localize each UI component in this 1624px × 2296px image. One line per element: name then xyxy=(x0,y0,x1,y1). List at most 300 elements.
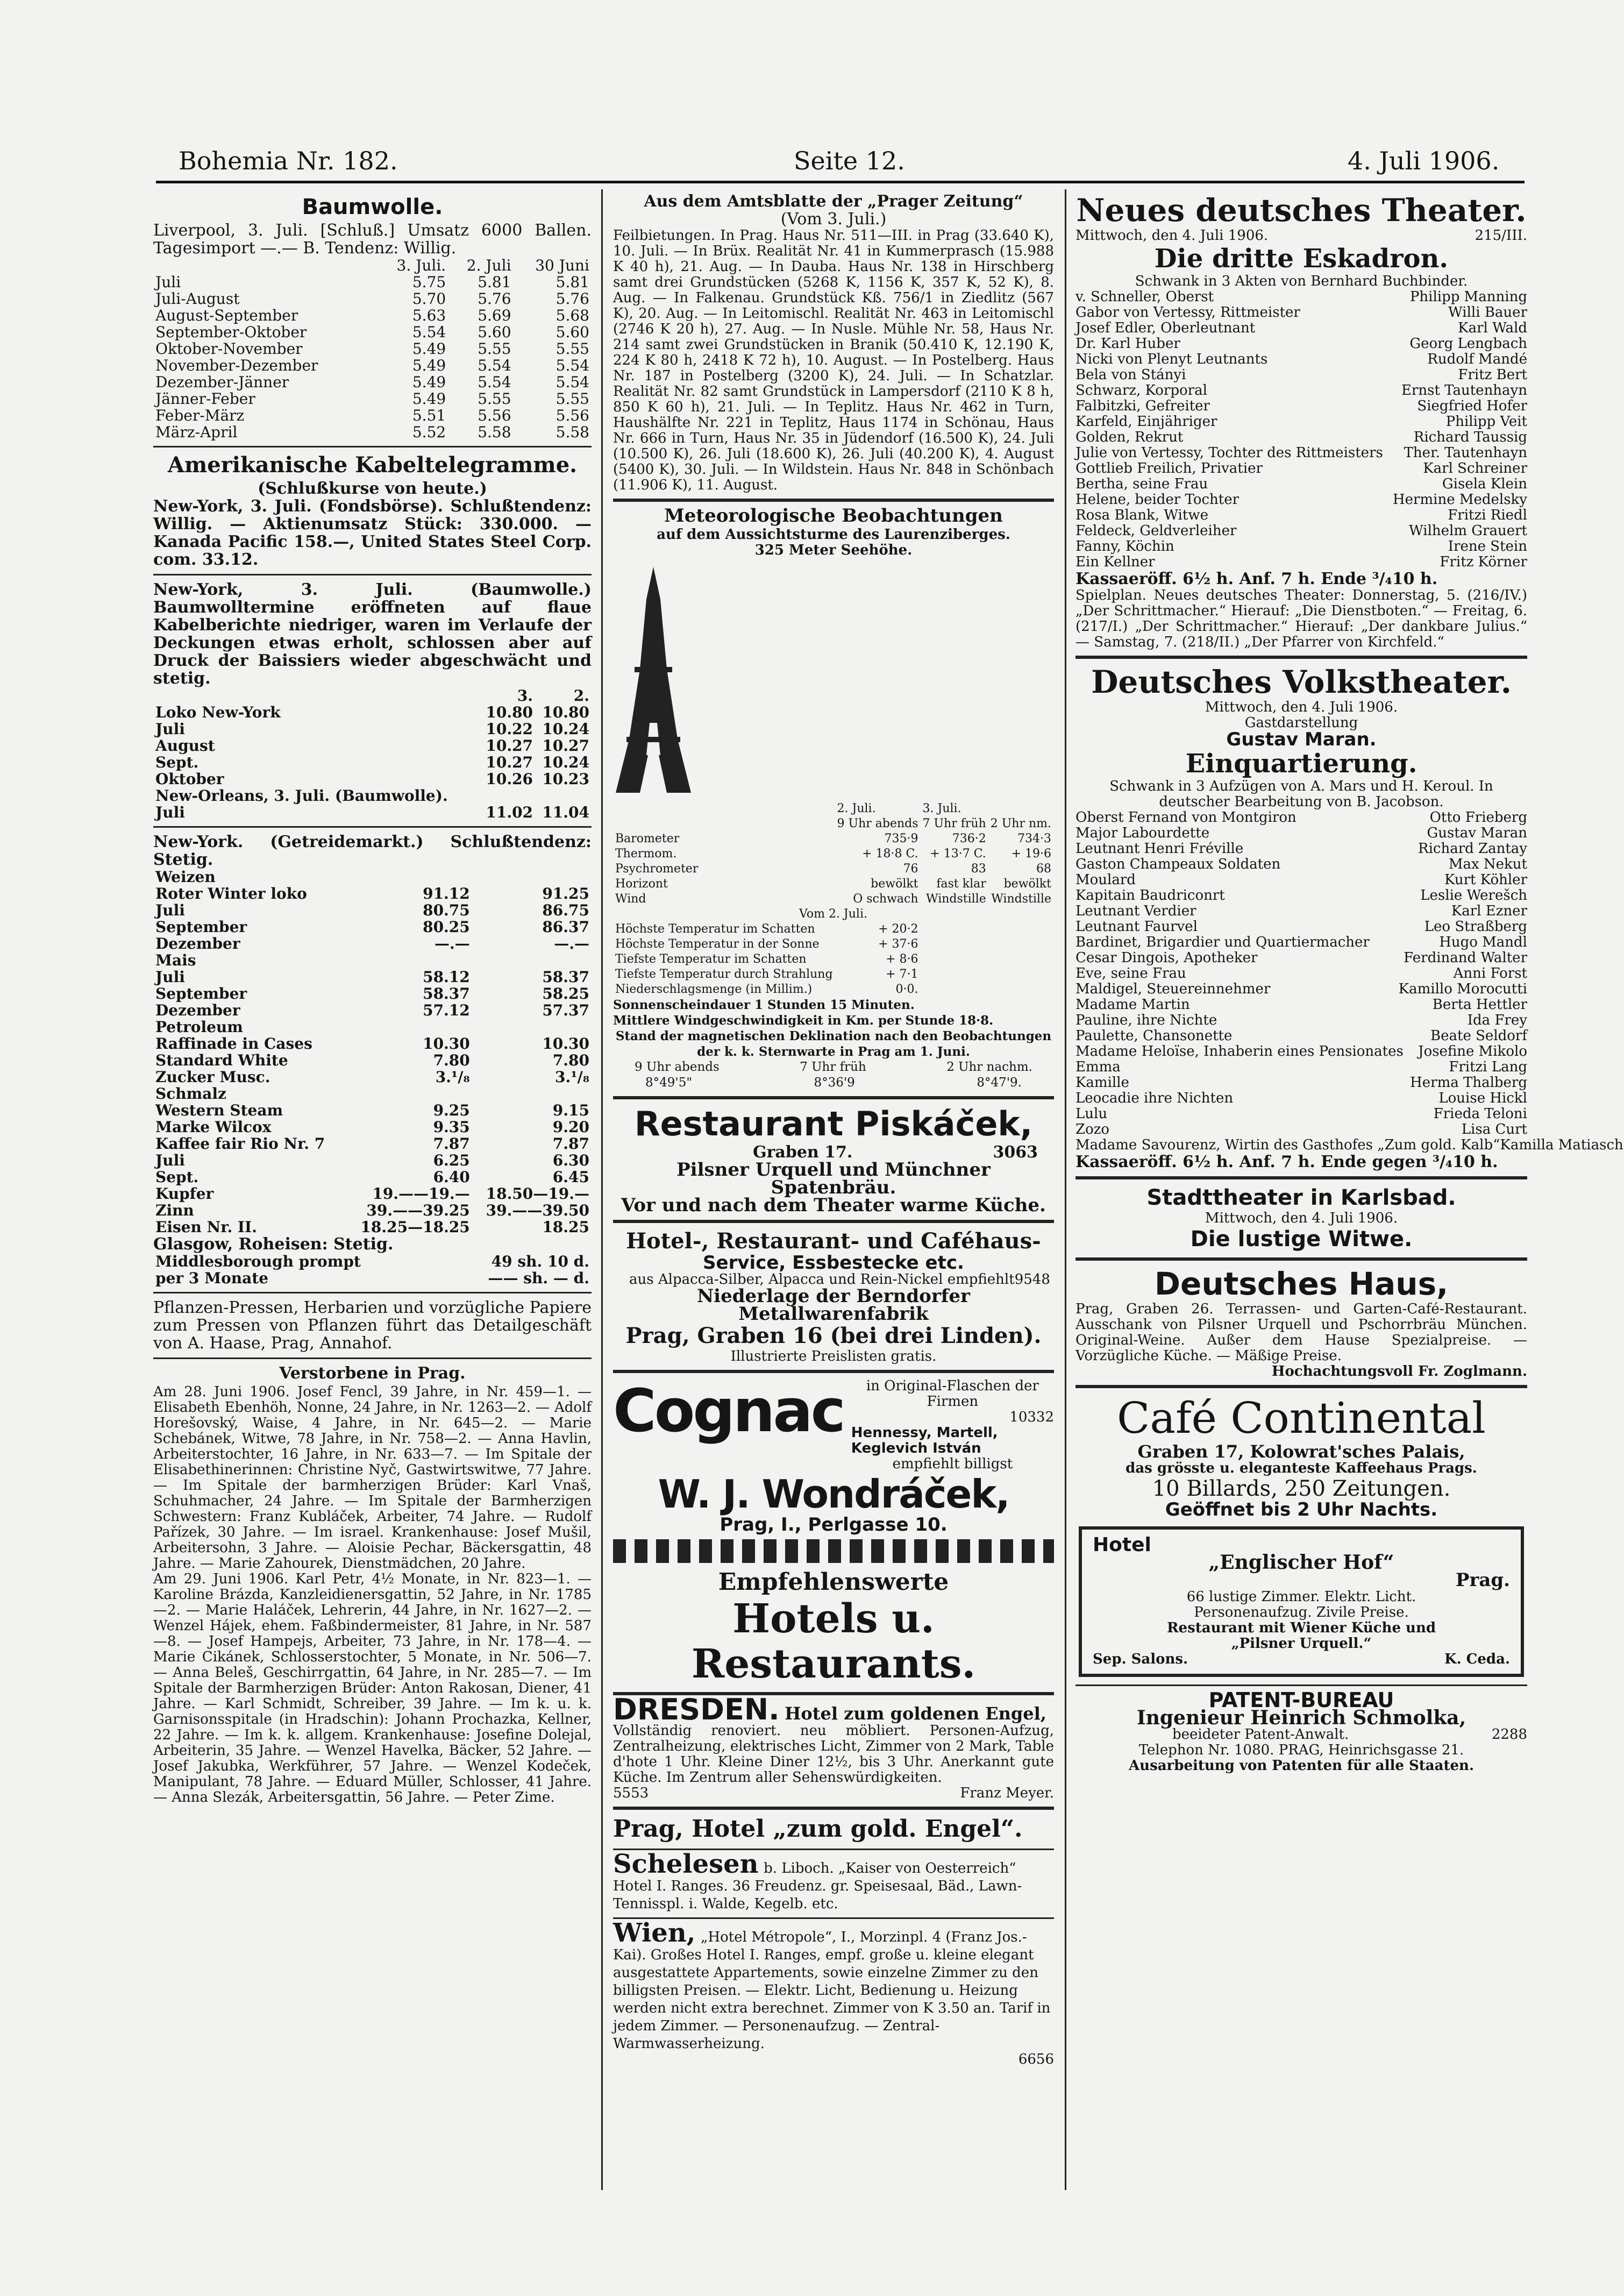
meteo-mag-value: 8°49'5" xyxy=(645,1076,692,1090)
cast-actor: Ernst Tautenhayn xyxy=(1401,382,1527,399)
eh-owner: K. Ceda. xyxy=(1444,1651,1510,1667)
cast-row xyxy=(1075,919,1527,935)
metal-row-cell: Kupfer xyxy=(155,1185,214,1203)
prag-golden-angel: Prag, Hotel „zum gold. Engel“. xyxy=(613,1815,1023,1843)
cotton-row-cell: 5.49 xyxy=(412,373,446,391)
cast-actor: Louise Hickl xyxy=(1438,1090,1527,1106)
grain-row-cell: Juli xyxy=(155,968,185,986)
page-header xyxy=(170,141,1525,179)
deutsches-haus-text: Prag, Graben 26. Terrassen- und Garten-Café-Restaurant. Ausschank von Pilsner Urquell und Pschorrbräu München. Original-Weine. Außer dem Hause Spezialpreise. — Vorzügliche Küche. — Mäßige Preise. xyxy=(1075,1301,1527,1364)
ny-row xyxy=(153,771,592,787)
cast-actor: Irene Stein xyxy=(1448,538,1527,555)
grain-row-cell: 6.45 xyxy=(552,1168,589,1186)
cast-role: Madame Savourenz, Wirtin des Gasthofes „Zum gold. Kalb“ xyxy=(1075,1137,1500,1153)
cotton-row-cell: 5.54 xyxy=(555,373,589,391)
grain-row-cell xyxy=(472,1019,592,1035)
separator xyxy=(153,1292,592,1293)
cast-row xyxy=(1075,872,1527,888)
karlsbad-title: Stadttheater in Karlsbad. xyxy=(1146,1185,1456,1210)
grain-table xyxy=(153,869,592,1235)
amtsblatt-title: Aus dem Amtsblatte der „Prager Zeitung“ xyxy=(644,192,1023,211)
cast-row xyxy=(1075,305,1527,321)
glasgow-row-cell: 49 sh. 10 d. xyxy=(491,1253,589,1270)
ny-row-cell: 11.02 xyxy=(486,804,533,821)
cast-actor: Kamillo Morocutti xyxy=(1398,981,1527,997)
grain-row-cell: Sept. xyxy=(155,1168,199,1186)
ny-row-cell: 10.26 xyxy=(486,770,533,788)
grain-row-cell: 7.87 xyxy=(433,1135,470,1153)
cast-row xyxy=(1075,523,1527,539)
grain-row-cell: Raffinade in Cases xyxy=(155,1035,312,1053)
grain-row-cell: September xyxy=(155,918,247,936)
meteo-row xyxy=(613,831,1053,847)
cast-actor: Berta Hettler xyxy=(1432,997,1527,1013)
grain-row xyxy=(153,885,592,902)
meteo-row-cell: Psychrometer xyxy=(615,862,699,876)
cast-row xyxy=(1075,1091,1527,1106)
cotton-row xyxy=(153,290,592,307)
deutsches-haus-owner: Hochachtungsvoll Fr. Zoglmann. xyxy=(1271,1363,1527,1380)
cotton-row-cell: Feber-März xyxy=(155,407,245,424)
meteo-row-cell: 83 xyxy=(971,862,986,876)
cast-actor: Siegfried Hofer xyxy=(1417,398,1527,414)
grain-row-cell: Juli xyxy=(155,1151,185,1169)
grain-row-cell xyxy=(346,1085,472,1102)
cast-role: Maldigel, Steuereinnehmer xyxy=(1075,981,1271,997)
cafe-address: Graben 17, Kolowrat'sches Palais, xyxy=(1137,1441,1465,1462)
cast-role: Golden, Rekrut xyxy=(1075,429,1184,445)
cast-actor: Fritzi Riedl xyxy=(1448,507,1527,523)
cotton-row xyxy=(153,274,592,290)
restaurant-beer: Pilsner Urquell und Münchner Spatenbräu. xyxy=(676,1159,991,1198)
berndorf-pricelist: Illustrierte Preislisten gratis. xyxy=(730,1348,937,1364)
dvt-cast-list xyxy=(1075,809,1623,1153)
cast-row xyxy=(1075,997,1527,1013)
grain-row-cell: 58.25 xyxy=(542,985,589,1003)
cast-actor: Kurt Köhler xyxy=(1444,872,1527,888)
meteo-row-cell: fast klar xyxy=(936,877,986,891)
meteo-row-cell: 76 xyxy=(903,862,918,876)
meteo-row-cell: 735·9 xyxy=(884,832,918,845)
separator xyxy=(613,1807,1054,1810)
metal-row-cell: 18.25—18.25 xyxy=(360,1218,470,1236)
meteo-mag-value: 8°36'9 xyxy=(814,1076,855,1090)
cotton-row-cell: November-Dezember xyxy=(155,357,318,374)
grain-row-cell: 57.12 xyxy=(423,1001,470,1019)
ny-row-cell: 10.27 xyxy=(486,754,533,771)
schelesen-name: Schelesen xyxy=(613,1849,759,1879)
ndt-genre: Schwank in 3 Akten von Bernhard Buchbinder. xyxy=(1135,273,1468,289)
cast-role: Leutnant Henri Fréville xyxy=(1075,841,1244,857)
cast-role: Bardinet, Brigardier und Quartiermacher xyxy=(1075,934,1370,950)
cast-role: Moulard xyxy=(1075,872,1136,888)
meteo-from: Vom 2. Juli. xyxy=(799,907,867,921)
cast-role: Falbitzki, Gefreiter xyxy=(1075,398,1210,414)
cast-role: Bertha, seine Frau xyxy=(1075,476,1208,492)
cast-role: Kapitain Baudriconrt xyxy=(1075,887,1225,904)
metal-row xyxy=(153,1219,592,1235)
meteo-extreme-cell: Höchste Temperatur im Schatten xyxy=(615,922,815,936)
cast-row xyxy=(1075,289,1527,305)
separator xyxy=(1075,1684,1527,1686)
recommended-title: Empfehlenswerte xyxy=(718,1568,949,1596)
meteo-sunshine: Sonnenscheindauer 1 Stunden 15 Minuten. xyxy=(613,998,915,1012)
grain-row-cell: Petroleum xyxy=(155,1018,243,1036)
cast-actor: Max Nekut xyxy=(1448,856,1527,872)
separator xyxy=(153,446,592,447)
grain-row-cell: 3.¹/₈ xyxy=(435,1068,470,1086)
eh-salons: Sep. Salons. xyxy=(1093,1651,1188,1667)
cast-role: Gottlieb Freilich, Privatier xyxy=(1075,460,1263,477)
ny-row-cell: Sept. xyxy=(155,754,199,771)
karlsbad-date: Mittwoch, den 4. Juli 1906. xyxy=(1205,1210,1398,1226)
hotel-service-title: Hotel-, Restaurant- und Caféhaus- xyxy=(626,1228,1041,1254)
cognac-recommend: empfiehlt billigst xyxy=(892,1456,1013,1472)
cable-cotton: New-York, 3. Juli. (Baumwolle.) Baumwolltermine eröffneten auf flaue Kabelberichte niedriger, waren im Verlaufe der Deckungen etwas erholt, schlossen aber auf Druck der Baissiers wieder abgeschwächt und stetig. xyxy=(153,580,592,688)
hotel-service-number: 9548 xyxy=(1014,1271,1050,1288)
dresden-number: 5553 xyxy=(613,1785,649,1801)
cast-row xyxy=(1075,414,1527,430)
grain-row xyxy=(153,919,592,935)
deutsches-haus-title: Deutsches Haus, xyxy=(1154,1266,1449,1302)
eh-hotel: Hotel xyxy=(1093,1534,1151,1556)
meteo-date: 3. Juli. xyxy=(922,802,961,815)
grain-row-cell: 3.¹/₈ xyxy=(555,1068,589,1086)
cast-row xyxy=(1075,1137,1623,1153)
grain-row-cell: 86.75 xyxy=(542,901,589,919)
cast-actor: Rudolf Mandé xyxy=(1427,351,1527,367)
cotton-row-cell: 5.56 xyxy=(478,407,511,424)
grain-row-cell: 58.37 xyxy=(542,968,589,986)
meteo-extreme-cell: Tiefste Temperatur durch Strahlung xyxy=(615,968,833,981)
grain-row xyxy=(153,935,592,952)
eh-restaurant: Restaurant mit Wiener Küche und xyxy=(1166,1620,1436,1636)
cotton-row-cell: 5.55 xyxy=(555,390,589,408)
grain-row xyxy=(153,985,592,1002)
ndt-times: Kassaeröff. 6½ h. Anf. 7 h. Ende ³/₄10 h. xyxy=(1075,570,1438,588)
metal-row-cell: Zinn xyxy=(155,1202,194,1219)
grain-row xyxy=(153,1052,592,1069)
glasgow-row-cell: —— sh. — d. xyxy=(488,1269,589,1287)
ny-row-cell: 10.27 xyxy=(486,737,533,755)
cast-row xyxy=(1075,383,1527,399)
cast-role: Helene, beider Tochter xyxy=(1075,492,1240,508)
header-center: Seite 12. xyxy=(794,146,905,175)
grain-row-cell: Mais xyxy=(155,951,196,969)
grain-row-cell: 9.20 xyxy=(552,1118,589,1136)
meteo-mag-value: 8°47'9. xyxy=(977,1076,1022,1090)
cast-role: Emma xyxy=(1075,1059,1121,1075)
cast-actor: Ida Frey xyxy=(1467,1012,1527,1028)
meteo-extreme-cell: + 20·2 xyxy=(878,922,918,936)
berndorf-depot: Niederlage der Berndorfer Metallwarenfabrik xyxy=(697,1285,970,1325)
patent-name: Ingenieur Heinrich Schmolka, xyxy=(1136,1707,1466,1729)
ny-row-cell xyxy=(535,787,592,804)
grain-row-cell: 57.37 xyxy=(542,1001,589,1019)
grain-row xyxy=(153,1135,592,1152)
cast-row xyxy=(1075,1013,1527,1028)
ny-row xyxy=(153,804,592,821)
cast-actor: Herma Thalberg xyxy=(1410,1075,1527,1091)
amtsblatt-date: (Vom 3. Juli.) xyxy=(780,210,887,229)
cognac-ad xyxy=(613,1378,1054,1472)
grain-row-cell: —.— xyxy=(435,935,470,952)
cast-role: Cesar Dingois, Apotheker xyxy=(1075,950,1258,966)
cast-role: Major Labourdette xyxy=(1075,825,1210,841)
ny-row-cell: 10.22 xyxy=(486,720,533,738)
cafe-hours: Geöffnet bis 2 Uhr Nachts. xyxy=(1165,1499,1438,1520)
meteo-extreme xyxy=(613,967,1053,982)
cotton-col: 30 Juni xyxy=(535,257,589,274)
separator xyxy=(153,826,592,828)
cast-role: Eve, seine Frau xyxy=(1075,965,1186,982)
cotton-row-cell: 5.54 xyxy=(478,357,511,374)
cast-actor: Kamilla Matiasch xyxy=(1500,1137,1623,1153)
cast-row xyxy=(1075,1028,1527,1044)
cast-row xyxy=(1075,1106,1527,1122)
column-3 xyxy=(1075,192,1623,2191)
cotton-row-cell: 5.51 xyxy=(412,407,446,424)
meteo-extreme xyxy=(613,982,1053,997)
grain-row xyxy=(153,1035,592,1052)
separator xyxy=(1075,1257,1527,1261)
cotton-row-cell: 5.55 xyxy=(478,390,511,408)
cotton-row-cell: 5.81 xyxy=(478,273,511,291)
grain-row xyxy=(153,869,592,885)
hotel-service-subtitle: Service, Essbestecke etc. xyxy=(703,1252,964,1274)
dvt-guest: Gastdarstellung xyxy=(1244,715,1358,731)
wien-name: Wien, xyxy=(613,1918,696,1948)
cast-row xyxy=(1075,1044,1527,1060)
cast-role: Zozo xyxy=(1075,1121,1110,1138)
grain-row-cell: 91.25 xyxy=(542,885,589,902)
cotton-row xyxy=(153,307,592,324)
cotton-row xyxy=(153,407,592,424)
meteo-extreme xyxy=(613,922,1053,937)
wien-number: 6656 xyxy=(1018,2051,1054,2067)
cast-role: Leocadie ihre Nichten xyxy=(1075,1090,1234,1106)
separator xyxy=(613,1370,1054,1373)
grain-row xyxy=(153,952,592,969)
grain-row-cell xyxy=(472,952,592,969)
ny-row-cell: Loko New-York xyxy=(155,703,281,721)
meteo-row-cell: Windstille xyxy=(991,892,1051,906)
meteo-extreme-cell: + 8·6 xyxy=(886,952,918,966)
cast-actor: Richard Zantay xyxy=(1418,841,1527,857)
cotton-title: Baumwolle. xyxy=(302,195,443,219)
eh-footer xyxy=(1093,1652,1510,1667)
restaurant-number: 3063 xyxy=(993,1143,1038,1162)
cast-row xyxy=(1075,352,1527,367)
cast-actor: Georg Lengbach xyxy=(1409,336,1527,352)
grain-heading: New-York. (Getreidemarkt.) Schlußtendenz: Stetig. xyxy=(153,833,592,869)
cotton-row-cell: 5.52 xyxy=(412,423,446,441)
ny-row-cell: Oktober xyxy=(155,770,224,788)
meteo-title: Meteorologische Beobachtungen xyxy=(664,505,1003,527)
cast-role: v. Schneller, Oberst xyxy=(1075,289,1214,305)
cast-actor: Hermine Medelsky xyxy=(1393,492,1527,508)
dvt-play: Einquartierung. xyxy=(1185,749,1418,779)
cotton-col: 3. Juli. xyxy=(396,257,446,274)
grain-row-cell: 58.37 xyxy=(423,985,470,1003)
ny-cotton-table xyxy=(153,687,592,821)
cafe-billiards: 10 Billards, 250 Zeitungen. xyxy=(1152,1476,1451,1501)
cotton-row-cell: September-Oktober xyxy=(155,323,307,341)
grain-row-cell: 86.37 xyxy=(542,918,589,936)
dvt-date: Mittwoch, den 4. Juli 1906. xyxy=(1205,699,1398,715)
glasgow-row xyxy=(153,1253,592,1270)
cotton-row-cell: 5.54 xyxy=(478,373,511,391)
grain-row-cell: 6.25 xyxy=(433,1151,470,1169)
cast-role: Pauline, ihre Nichte xyxy=(1075,1012,1217,1028)
meteo-row-cell: 734·3 xyxy=(1017,832,1051,845)
deaths-june-29: Am 29. Juni 1906. Karl Petr, 4½ Monate, in Nr. 823—1. — Karoline Brázda, Kanzleidienersgattin, 52 Jahre, in Nr. 1785—2. — Marie Haláček, Lehrerin, 44 Jahre, in Nr. 1627—2. — Wenzel Hájek, ehem. Faßbindermeister, 81 Jahre, in Nr. 587—8. — Josef Hampejs, Arbeiter, 73 Jahre, in Nr. 178—4. — Marie Cikánek, Schlosserstochter, 5 Monate, in Nr. 506—7. — Anna Beleš, Geschirrgattin, 64 Jahre, in Nr. 285—7. — Im Spitale der Barmherzigen Brüder: Anton Rakosan, Diener, 41 Jahre. — Karl Schmidt, Schreiber, 39 Jahre. — Im k. u. k. Garnisonsspitale (in Hradschin): Johann Prochazka, Kellner, 22 Jahre. — Im k. k. allgem. Krankenhause: Josefine Dolejal, Arbeiterin, 35 Jahre. — Wenzel Havelka, Bäcker, 52 Jahre. — Josef Jakubka, Werkführer, 57 Jahre. — Wenzel Kodeček, Manipulant, 78 Jahre. — Eduard Müller, Schlosser, 41 Jahre. — Anna Slezák, Arbeitersgattin, 56 Jahre. — Peter Zime. xyxy=(153,1571,592,1805)
ndt-cast-list xyxy=(1075,289,1527,570)
cotton-row-cell: Jänner-Feber xyxy=(155,390,255,408)
cast-role: Paulette, Chansonette xyxy=(1075,1028,1233,1044)
cotton-row-cell: 5.55 xyxy=(555,340,589,358)
cast-row xyxy=(1075,1075,1527,1091)
cotton-row-cell: März-April xyxy=(155,423,238,441)
grain-row-cell: —.— xyxy=(554,935,589,952)
englischer-hof-ad xyxy=(1079,1526,1524,1677)
meteo-row-cell: Windstille xyxy=(925,892,986,906)
dvt-times: Kassaeröff. 6½ h. Anf. 7 h. Ende gegen ³/₄10 h. xyxy=(1075,1153,1498,1171)
meteo-row xyxy=(613,877,1053,892)
header-right: 4. Juli 1906. xyxy=(1348,146,1500,175)
glasgow-row-cell: per 3 Monate xyxy=(155,1269,269,1287)
ny-row xyxy=(153,704,592,721)
cast-row xyxy=(1075,399,1527,414)
cotton-row-cell: 5.68 xyxy=(555,307,589,324)
cotton-row-cell: 5.49 xyxy=(412,357,446,374)
ny-row-cell: 10.23 xyxy=(542,770,589,788)
metal-row-cell: Eisen Nr. II. xyxy=(155,1218,257,1236)
meteo-mag-time: 2 Uhr nachm. xyxy=(946,1060,1032,1074)
glasgow-row-cell: Middlesborough prompt xyxy=(155,1253,361,1270)
cotton-row xyxy=(153,340,592,357)
meteo-wind: Mittlere Windgeschwindigkeit in Km. per Stunde 18·8. xyxy=(613,1013,994,1028)
cast-row xyxy=(1075,1122,1527,1138)
cafe-title: Café Continental xyxy=(1117,1393,1486,1443)
dvt-guest-name: Gustav Maran. xyxy=(1226,729,1377,750)
cast-actor: Karl Ezner xyxy=(1451,903,1527,919)
separator xyxy=(1075,1176,1527,1179)
cast-actor: Karl Schreiner xyxy=(1423,460,1527,477)
cotton-row-cell: 5.58 xyxy=(555,423,589,441)
cast-role: Fanny, Köchin xyxy=(1075,538,1174,555)
grain-row-cell: Schmalz xyxy=(155,1085,226,1103)
cast-row xyxy=(1075,810,1527,826)
metal-row-cell: 39.——39.25 xyxy=(366,1202,470,1219)
glasgow-heading: Glasgow, Roheisen: Stetig. xyxy=(153,1235,394,1254)
grain-row-cell xyxy=(472,869,592,885)
ny-col: 2. xyxy=(573,687,589,705)
dresden-hotel: Hotel zum goldenen Engel, xyxy=(785,1703,1046,1724)
deaths-title: Verstorbene in Prag. xyxy=(279,1364,466,1383)
column-1 xyxy=(153,193,592,2191)
cotton-row-cell: 5.70 xyxy=(412,290,446,308)
ndt-number: 215/III. xyxy=(1475,228,1527,244)
cognac-details xyxy=(844,1378,1054,1472)
cast-role: Madame Heloïse, Inhaberin eines Pensionates xyxy=(1075,1043,1404,1060)
ny-col: 3. xyxy=(517,687,533,705)
cognac-merchant: W. J. Wondráček, xyxy=(658,1472,1009,1517)
meteo-row xyxy=(613,892,1053,907)
cotton-row-cell: Dezember-Jänner xyxy=(155,373,289,391)
grain-row xyxy=(153,1119,592,1135)
grain-row-cell: September xyxy=(155,985,247,1003)
cast-actor: Gustav Maran xyxy=(1427,825,1527,841)
restaurant-kitchen: Vor und nach dem Theater warme Küche. xyxy=(621,1195,1046,1216)
cast-row xyxy=(1075,321,1527,336)
grain-row xyxy=(153,1152,592,1169)
cognac-number: 10332 xyxy=(1009,1409,1054,1425)
metal-row xyxy=(153,1202,592,1219)
meteo-date: 2. Juli. xyxy=(837,802,876,815)
glasgow-row xyxy=(153,1270,592,1286)
cast-row xyxy=(1075,477,1527,492)
cable-fondsboerse: New-York, 3. Juli. (Fondsbörse). Schlußtendenz: Willig. — Aktienumsatz Stück: 330.000. — Kanada Pacific 158.—, United States Steel Corp. com. 33.12. xyxy=(153,497,592,569)
cotton-row-cell: 5.58 xyxy=(478,423,511,441)
meteo-row-cell: Horizont xyxy=(615,877,668,891)
cast-role: Feldeck, Geldverleiher xyxy=(1075,523,1237,539)
ny-row-cell: 10.80 xyxy=(542,703,589,721)
grain-row-cell: Weizen xyxy=(155,868,216,886)
patent-sub: beeideter Patent-Anwalt. xyxy=(1172,1726,1349,1743)
cast-row xyxy=(1075,950,1527,966)
cast-row xyxy=(1075,336,1527,352)
patent-phone: Telephon Nr. 1080. PRAG, Heinrichsgasse 21. xyxy=(1138,1742,1464,1758)
cast-actor: Leslie Werešch xyxy=(1420,887,1527,904)
cast-actor: Willi Bauer xyxy=(1448,304,1527,321)
meteo-row-cell: Barometer xyxy=(615,832,680,845)
cast-actor: Philipp Veit xyxy=(1445,414,1527,430)
wien-text: „Hotel Métropole“, I., Morzinpl. 4 (Franz Jos.-Kai). Großes Hotel I. Ranges, empf. große u. kleine elegant ausgestattete Appartements, sowie einzelne Zimmer zu den billigsten Preisen. — Elektr. Licht, Bedienung u. Heizung werden nicht extra berechnet. Zimmer von K 3.50 an. Tarif in jedem Zimmer. — Personenaufzug. — Zentral-Warmwasserheizung. xyxy=(613,1929,1051,2052)
ny-row-cell: 10.24 xyxy=(542,754,589,771)
grain-row xyxy=(153,1019,592,1035)
eh-rooms: 66 lustige Zimmer. Elektr. Licht. xyxy=(1186,1589,1416,1605)
cotton-row-cell: August-September xyxy=(155,307,298,324)
cast-role: Madame Martin xyxy=(1075,997,1190,1013)
cotton-row-cell: 5.49 xyxy=(412,390,446,408)
deaths-june-28: Am 28. Juni 1906. Josef Fencl, 39 Jahre, in Nr. 459—1. — Elisabeth Ebenhöh, Nonne, 24 Jahre, in Nr. 1263—2. — Adolf Horešovský, Waise, 4 Jahre, in Nr. 645—2. — Marie Schebánek, Witwe, 78 Jahre, in Nr. 758—2. — Anna Havlin, Arbeiterstochter, 16 Jahre, in Nr. 633—7. — Im Spitale der Elisabethinerinnen: Christine Nyč, Gastwirtswitwe, 77 Jahre. — Im Spitale der barmherzigen Brüder: Karl Vnaš, Schuhmacher, 24 Jahre. — Im Spitale der Barmherzigen Schwestern: Franz Kubláček, Arbeiter, 74 Jahre. — Rudolf Pařízek, 30 Jahre. — Im israel. Krankenhause: Josef Mušil, Arbeitersohn, 3 Jahre. — Aloisie Pechar, Bäckersgattin, 48 Jahre. — Marie Zahourek, Dienstmädchen, 20 Jahre. xyxy=(153,1384,592,1572)
meteo-extreme xyxy=(613,937,1053,952)
cotton-intro: Liverpool, 3. Juli. [Schluß.] Umsatz 6000 Ballen. Tagesimport —.— B. Tendenz: Willig. xyxy=(153,221,592,258)
separator xyxy=(153,574,592,575)
grain-row-cell: Standard White xyxy=(155,1051,288,1069)
cast-actor: Philipp Manning xyxy=(1409,289,1527,305)
ndt-date: Mittwoch, den 4. Juli 1906. xyxy=(1075,228,1269,244)
cast-row xyxy=(1075,461,1527,477)
cast-row xyxy=(1075,492,1527,508)
cast-row xyxy=(1075,430,1527,445)
eh-beer: „Pilsner Urquell.“ xyxy=(1231,1636,1372,1652)
cotton-col: 2. Juli xyxy=(466,257,511,274)
ornament-border xyxy=(613,1539,1054,1563)
header-left: Bohemia Nr. 182. xyxy=(179,146,398,175)
ny-row-cell: Juli xyxy=(155,720,185,738)
ny-row xyxy=(153,787,592,804)
patent-work: Ausarbeitung von Patenten für alle Staaten. xyxy=(1129,1758,1474,1774)
metal-row-cell: 18.50—19.— xyxy=(486,1185,589,1203)
grain-row xyxy=(153,902,592,919)
grain-row-cell: 80.25 xyxy=(423,918,470,936)
wien-ad xyxy=(613,1918,1054,2067)
cast-row xyxy=(1075,539,1527,555)
cognac-address: Prag, I., Perlgasse 10. xyxy=(720,1514,948,1536)
grain-row-cell: 7.87 xyxy=(552,1135,589,1153)
